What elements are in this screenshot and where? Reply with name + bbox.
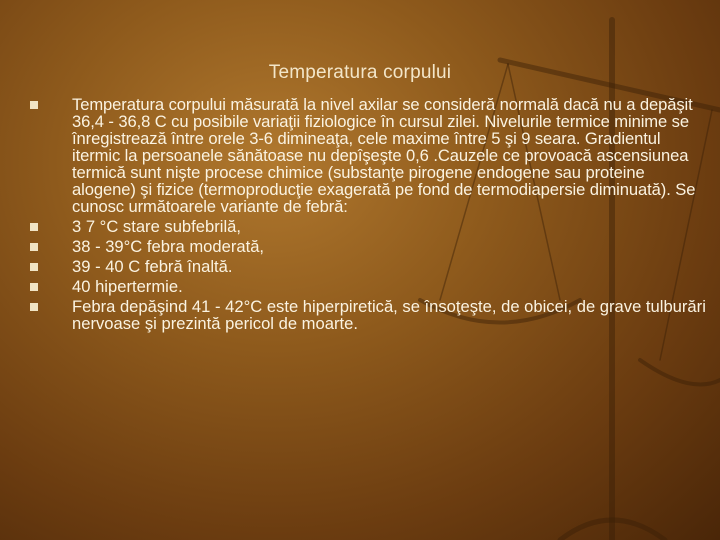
- square-bullet-icon: [30, 101, 38, 109]
- bullet-text: Temperatura corpului măsurată la nivel axilar se consideră normală dacă nu a depăşit 36,4 - 36,8 C cu posibile variaţii fiziologice în cursul zilei. Nivelurile termice minime se înregistrează între orele 3-6 dimineaţa, cele maxime între 5 şi 9 seara. Gradientul itermic la persoanele sănătoase nu depîşeşte 0,6 .Cauzele ce provoacă ascensiunea termică sunt nişte procese chimice (substanţe pirogene endogene sau proteine alogene) şi fizice (termoproducţie exagerată pe fond de termodiapersie diminuată). Se cunosc următoarele variante de febră:: [72, 95, 696, 216]
- square-bullet-icon: [30, 243, 38, 251]
- square-bullet-icon: [30, 283, 38, 291]
- square-bullet-icon: [30, 223, 38, 231]
- list-item: [30, 96, 710, 215]
- list-item: [30, 278, 710, 295]
- bullet-text: 3 7 °C stare subfebrilă,: [72, 217, 241, 236]
- slide-title: Temperatura corpului: [268, 62, 452, 83]
- list-item: [30, 218, 710, 235]
- list-item: [30, 298, 710, 332]
- list-item: [30, 258, 710, 275]
- square-bullet-icon: [30, 263, 38, 271]
- bullet-text: 39 - 40 C febră înaltă.: [72, 257, 233, 276]
- bullet-list: [30, 96, 710, 335]
- bullet-text: 38 - 39°C febra moderată,: [72, 237, 265, 256]
- bullet-text: 40 hipertermie.: [72, 277, 183, 296]
- square-bullet-icon: [30, 303, 38, 311]
- bullet-text: Febra depăşind 41 - 42°C este hiperpiretică, se însoţeşte, de obicei, de grave tulburări nervoase şi prezintă pericol de moarte.: [72, 297, 706, 333]
- list-item: [30, 238, 710, 255]
